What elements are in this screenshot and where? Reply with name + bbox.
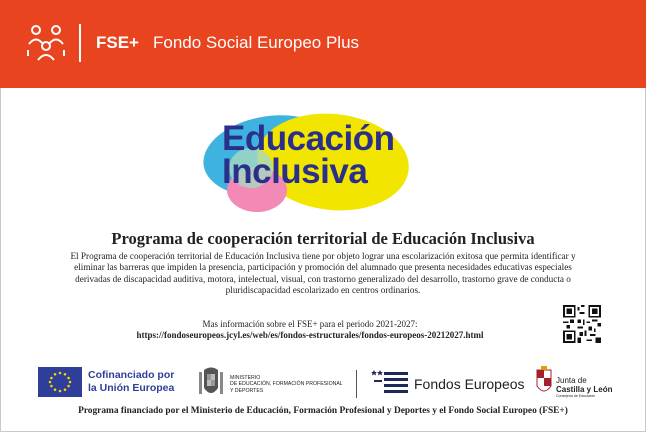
fse-label: FSE+ [96,33,139,52]
qr-code-icon [563,305,601,343]
header-bar [0,0,646,88]
eu-flag-icon [38,367,82,397]
more-info-text: Mas información sobre el FSE+ para el periodo 2021-2027: [202,319,418,329]
more-info-url[interactable]: https://fondoseuropeos.jcyl.es/web/es/fondos-estructurales/fondos-europeos-20212027.html [136,330,484,340]
eu-line1: Cofinanciado por [88,369,175,381]
program-description: El Programa de cooperación territorial de Educación Inclusiva tiene por objeto lograr una escolarización exitosa que permita identificar y eliminar las barreras que impiden la presencia, participación y promoción del alumnado que presenta necesidades educativas especiales derivadas de discapacidad auditiva, motora, intelectual, visual, con trastorno generalizado del desarrollo, trastorno grave de conducta o pluridiscapacidad escolarizado en centros ordinarios. [70,251,576,296]
people-group-icon [26,22,66,62]
header-divider [79,24,81,62]
fondos-europeos-text: Fondos Europeos [414,376,525,392]
footer-text: Programa financiado por el Ministerio de Educación, Formación Profesional y Deportes y el Fondo Social Europeo (FSE+) [78,406,568,416]
fondos-europeos-mark-icon [370,368,410,398]
logo-word-educacion: Educación [222,119,395,158]
spain-crest-icon [197,366,225,400]
ministry-text [230,375,350,394]
eu-line2: la Unión Europea [88,382,175,394]
jcyl-sub: Consejería de Educación [556,394,596,398]
eu-cofinanced-text [88,369,174,395]
logo-word-inclusiva: Inclusiva [222,152,368,191]
jcyl-line1: Junta de [556,376,587,385]
ministry-line1: MINISTERIO [230,375,261,381]
page-title: Programa de cooperación territorial de Educación Inclusiva [111,229,535,248]
jcyl-text [556,376,612,394]
ministry-line3: Y DEPORTES [230,387,264,394]
castilla-leon-crest-icon [534,366,554,396]
ministry-line2: DE EDUCACIÓN, FORMACIÓN PROFESIONAL [230,381,343,388]
logo-separator [356,370,357,398]
jcyl-line2: Castilla y León [556,385,613,394]
program-name: Fondo Social Europeo Plus [153,33,360,52]
